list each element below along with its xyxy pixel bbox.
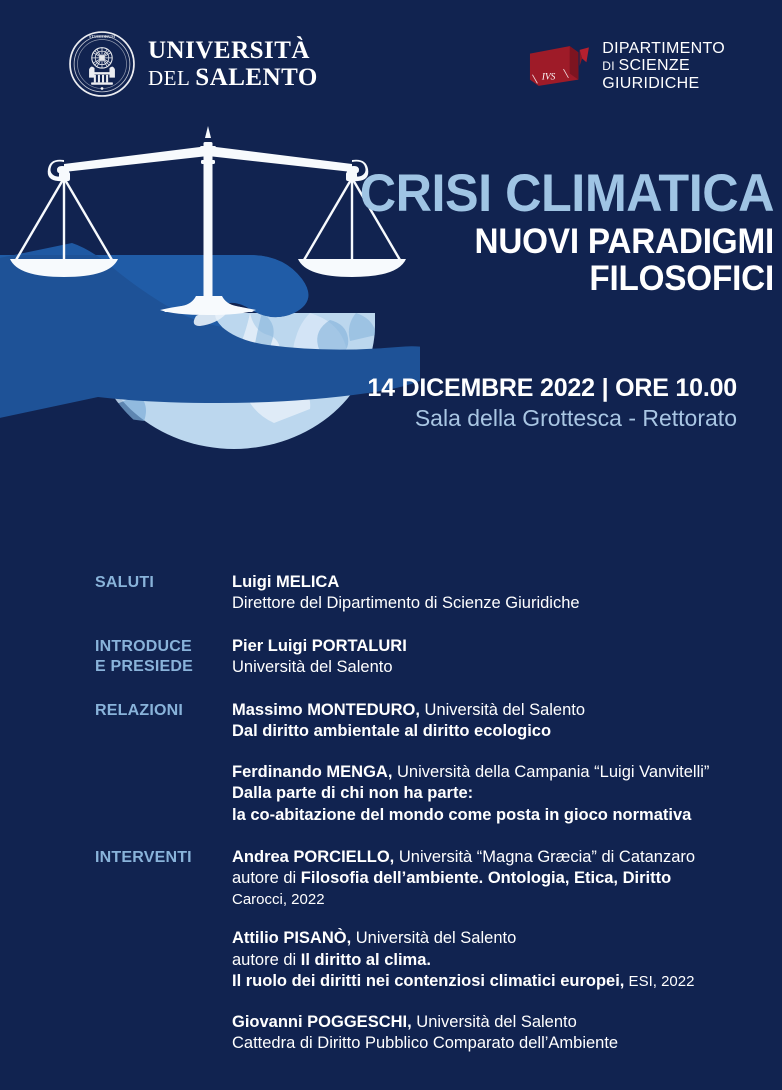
- speaker-name: Giovanni POGGESCHI,: [232, 1012, 412, 1031]
- program-section: [95, 572, 745, 615]
- page-title: CRISI CLIMATICA: [359, 164, 774, 223]
- speaker-name-line: [232, 572, 745, 593]
- speaker-affiliation: Università del Salento: [411, 1012, 577, 1031]
- university-name-line1: UNIVERSITÀ: [148, 37, 310, 64]
- speaker-affiliation: Università del Salento: [419, 700, 586, 719]
- department-book-icon: [525, 42, 593, 90]
- program-section: [95, 636, 745, 679]
- program-list: [95, 572, 745, 1076]
- book-publisher: ESI, 2022: [624, 973, 695, 991]
- department-book-text: IVS: [541, 72, 556, 83]
- program-entry: [232, 1012, 745, 1055]
- speaker-name-line: [232, 847, 745, 868]
- program-label-line: E PRESIEDE: [95, 657, 194, 675]
- book-title: Filosofia dell’ambiente. Ontologia, Etica, Diritto: [300, 869, 672, 888]
- header-logos: [0, 0, 782, 115]
- speaker-name: Andrea PORCIELLO,: [232, 847, 395, 866]
- speaker-role: Cattedra di Diritto Pubblico Comparato dell’Ambiente: [232, 1034, 619, 1053]
- event-datetime: 14 DICEMBRE 2022 | ORE 10.00: [367, 374, 737, 402]
- university-wordmark: [148, 38, 318, 90]
- department-name-scienze: SCIENZE GIURIDICHE: [602, 57, 700, 92]
- speaker-name: Attilio PISANÒ,: [232, 929, 352, 948]
- book-prefix: autore di: [232, 950, 301, 969]
- program-entry: [232, 700, 745, 743]
- speaker-name: Luigi MELICA: [232, 573, 340, 591]
- program-label-line: SALUTI: [95, 574, 154, 591]
- program-entry: [232, 847, 745, 909]
- university-name-salento: SALENTO: [195, 64, 318, 91]
- speaker-role: Direttore del Dipartimento di Scienze Giuridiche: [232, 594, 580, 613]
- speaker-role: Università del Salento: [232, 658, 393, 677]
- book-reference-line: [232, 971, 745, 992]
- program-label-line: RELAZIONI: [95, 701, 184, 719]
- program-section: [95, 847, 745, 1055]
- speaker-name-line: [232, 636, 745, 657]
- program-entry: [232, 572, 745, 615]
- svg-text:STUDIORUM: STUDIORUM: [88, 34, 116, 40]
- department-wordmark: [602, 40, 782, 92]
- program-section-label: [95, 700, 232, 721]
- program-section-label: [95, 572, 232, 593]
- book-title: Il ruolo dei diritti nei contenziosi climatici europei,: [232, 972, 625, 991]
- talk-title: la co-abitazione del mondo come posta in gioco normativa: [232, 805, 692, 824]
- speaker-name: Massimo MONTEDURO,: [232, 700, 420, 719]
- program-entries: [232, 636, 745, 679]
- program-section-label: [95, 636, 232, 677]
- program-label-line: INTRODUCE: [95, 637, 192, 655]
- program-entries: [232, 572, 745, 615]
- program-label-line: INTERVENTI: [95, 848, 192, 866]
- department-name-di: DI: [602, 59, 619, 74]
- book-reference-line: [232, 950, 745, 971]
- speaker-name-line: [232, 1012, 745, 1033]
- university-logo: [68, 30, 318, 98]
- speaker-name-line: [232, 700, 745, 721]
- speaker-name-line: [232, 762, 745, 783]
- hero-title-block: [304, 164, 774, 298]
- event-venue: Sala della Grottesca - Rettorato: [414, 404, 737, 431]
- program-entry: [232, 636, 745, 679]
- program-entry: [232, 928, 745, 992]
- book-title: Il diritto al clima.: [300, 950, 431, 969]
- talk-title: Dal diritto ambientale al diritto ecologico: [232, 722, 552, 741]
- program-section: [95, 700, 745, 826]
- talk-title: Dalla parte di chi non ha parte:: [232, 784, 474, 803]
- program-entry: [232, 762, 745, 826]
- publisher-line: Carocci, 2022: [232, 890, 325, 908]
- speaker-name: Ferdinando MENGA,: [232, 762, 393, 781]
- speaker-name-line: [232, 928, 745, 949]
- event-meta: [307, 374, 737, 432]
- book-prefix: autore di: [232, 869, 301, 888]
- program-section-label: [95, 847, 232, 868]
- speaker-name: Pier Luigi PORTALURI: [232, 636, 407, 655]
- department-name-line1: DIPARTIMENTO: [602, 40, 725, 57]
- speaker-affiliation: Università della Campania “Luigi Vanvitelli”: [392, 762, 710, 781]
- speaker-affiliation: Università del Salento: [351, 929, 517, 948]
- program-entries: [232, 700, 745, 826]
- university-seal-icon: [68, 30, 136, 98]
- department-name-line2: [602, 57, 782, 92]
- university-name-del: DEL: [148, 66, 196, 90]
- book-reference-line: [232, 868, 745, 889]
- department-logo: [525, 40, 782, 92]
- page-subtitle: NUOVI PARADIGMI FILOSOFICI: [474, 221, 774, 298]
- speaker-affiliation: Università “Magna Græcia” di Catanzaro: [394, 847, 696, 866]
- program-entries: [232, 847, 745, 1055]
- university-name-line2: [148, 65, 318, 90]
